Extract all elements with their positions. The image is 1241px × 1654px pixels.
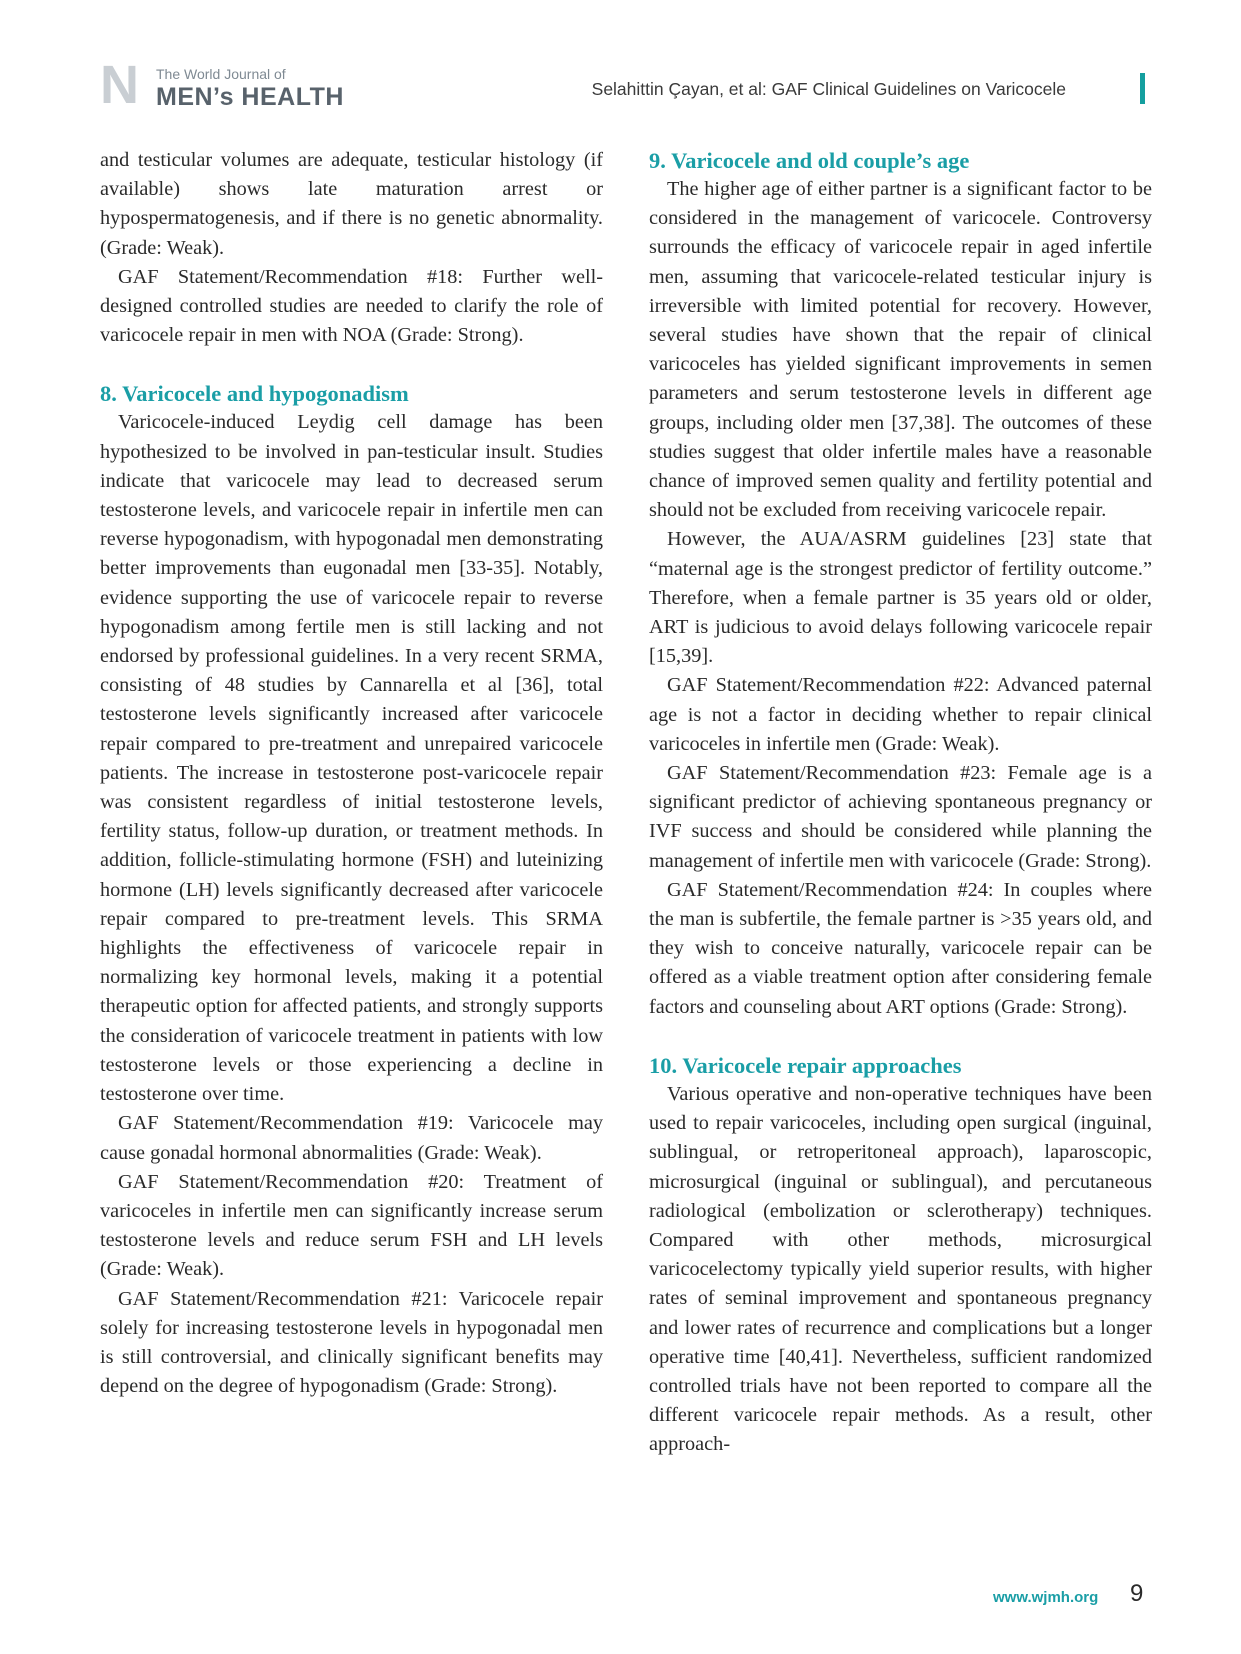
- paragraph: Varicocele-induced Leydig cell damage has been hypothesized to be involved in pan-testicular insult. Studies indicate that varicocele may lead to decreased serum testosterone levels, and varicocele repair in infertile men can reverse hypogonadism, with hypogonadal men demonstrating better improvements than eugonadal men [33-35]. Notably, evidence supporting the use of varicocele repair to reverse hypogonadism among fertile men is still lacking and not endorsed by professional guidelines. In a very recent SRMA, consisting of 48 studies by Cannarella et al [36], total testosterone levels significantly increased after varicocele repair compared to pre-treatment and unrepaired varicocele patients. The increase in testosterone post-varicocele repair was consistent regardless of initial testosterone levels, fertility status, follow-up duration, or treatment methods. In addition, follicle-stimulating hormone (FSH) and luteinizing hormone (LH) levels significantly decreased after varicocele repair compared to pre-treatment levels. This SRMA highlights the effectiveness of varicocele repair in normalizing key hormonal levels, making it a potential therapeutic option for affected patients, and strongly supports the consideration of varicocele treatment in patients with low testosterone levels or those experiencing a decline in testosterone over time.: [100, 411, 603, 1106]
- recommendation-24: GAF Statement/Recommendation #24: In couples where the man is subfertile, the female partner is >35 years old, and they wish to conceive naturally, varicocele repair can be offered as a viable treatment option after considering female factors and counseling about ART options (Grade: Strong).: [649, 878, 1152, 1018]
- section-gap: [100, 350, 603, 379]
- paragraph: The higher age of either partner is a significant factor to be considered in the management of varicocele. Controversy surrounds the efficacy of varicocele repair in aged infertile men, assuming that varicocele-related testicular injury is irreversible with limited potential for recovery. However, several studies have shown that the repair of clinical varicoceles has yielded significant improvements in semen parameters and serum testosterone levels in different age groups, including older men [37,38]. The outcomes of these studies suggest that older infertile males have a reasonable chance of improved semen quality and fertility potential and should not be excluded from receiving varicocele repair.: [649, 178, 1152, 522]
- running-head: Selahittin Çayan, et al: GAF Clinical Guidelines on Varicocele: [591, 79, 1066, 99]
- left-column: [100, 146, 603, 1401]
- paragraph: However, the AUA/ASRM guidelines [23] state that “maternal age is the strongest predictor of fertility outcome.” Therefore, when a female partner is 35 years old or older, ART is judicious to avoid delays following varicocele repair [15,39].: [649, 528, 1152, 668]
- paragraph: Various operative and non-operative techniques have been used to repair varicoceles, including open surgical (inguinal, sublingual, or retroperitoneal approach), laparoscopic, microsurgical (inguinal or sublingual), and percutaneous radiological (embolization or sclerotherapy) techniques. Compared with other methods, microsurgical varicocelectomy typically yield superior results, with higher rates of seminal improvement and spontaneous pregnancy and lower rates of recurrence and complications but a longer operative time [40,41]. Nevertheless, sufficient randomized controlled trials have not been reported to compare all the different varicocele repair methods. As a result, other approach-: [649, 1082, 1152, 1456]
- header-accent-bar: [1140, 73, 1145, 104]
- logo-subtitle: The World Journal of: [156, 66, 286, 82]
- journal-url[interactable]: www.wjmh.org: [993, 1589, 1099, 1606]
- recommendation-21: GAF Statement/Recommendation #21: Varicocele repair solely for increasing testosterone levels in hypogonadal men is still controversial, and clinically significant benefits may depend on the degree of hypogonadism (Grade: Strong).: [100, 1287, 603, 1398]
- right-column: [649, 146, 1152, 1460]
- recommendation-22: GAF Statement/Recommendation #22: Advanced paternal age is not a factor in deciding whether to repair clinical varicoceles in infertile men (Grade: Weak).: [649, 674, 1152, 755]
- recommendation-19: GAF Statement/Recommendation #19: Varicocele may cause gonadal hormonal abnormalities (Grade: Weak).: [100, 1112, 603, 1164]
- recommendation-18: GAF Statement/Recommendation #18: Further well-designed controlled studies are needed to clarify the role of varicocele repair in men with NOA (Grade: Strong).: [100, 265, 603, 347]
- section-heading-10: 10. Varicocele repair approaches: [649, 1052, 962, 1078]
- paragraph: and testicular volumes are adequate, testicular histology (if available) shows late maturation arrest or hypospermatogenesis, and if there is no genetic abnormality. (Grade: Weak).: [100, 149, 603, 259]
- logo-mark-icon: N: [100, 55, 133, 115]
- journal-logo: [100, 55, 400, 118]
- page-header: [0, 0, 1241, 125]
- section-heading-8: 8. Varicocele and hypogonadism: [100, 381, 409, 407]
- page-number: 9: [1130, 1580, 1144, 1607]
- section-gap: [649, 1022, 1152, 1051]
- recommendation-23: GAF Statement/Recommendation #23: Female age is a significant predictor of achieving spontaneous pregnancy or IVF success and should be considered while planning the management of infertile men with varicocele (Grade: Strong).: [649, 762, 1152, 872]
- recommendation-20: GAF Statement/Recommendation #20: Treatment of varicoceles in infertile men can significantly increase serum testosterone levels and reduce serum FSH and LH levels (Grade: Weak).: [100, 1170, 603, 1281]
- logo-title: MEN’s HEALTH: [156, 83, 344, 111]
- section-heading-9: 9. Varicocele and old couple’s age: [649, 148, 970, 173]
